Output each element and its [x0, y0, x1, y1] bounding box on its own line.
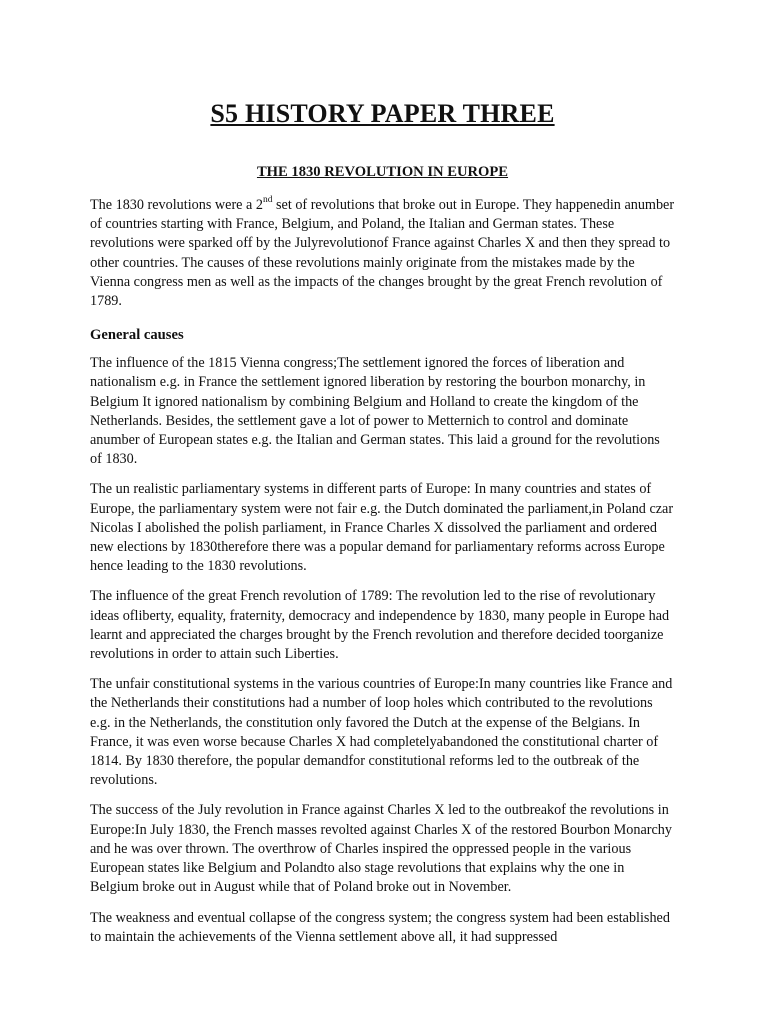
general-causes-heading: General causes: [90, 327, 184, 344]
cause-paragraph-parliament: The un realistic parliamentary systems in different parts of Europe: In many countries and states of Europe, the parliamentary system were not fair e.g. the Dutch dominated the parliament,in Poland czar Nicolas I abolished the polish parliament, in France Charles X dissolved the parliament and ordered new elections by 1830therefore there was a popular demand for parliamentary reforms across Europe hence leading to the 1830 revolutions.: [90, 481, 674, 575]
document-title: S5 HISTORY PAPER THREE: [210, 99, 555, 128]
cause-paragraph-vienna: The influence of the 1815 Vienna congress;The settlement ignored the forces of liberation and nationalism e.g. in France the settlement ignored liberation by restoring the bourbon monarchy, in Belgium It ignored nationalism by combining Belgium and Holland to create the kingdom of the Netherlands. Besides, the settlement gave a lot of power to Metternich to control and dominate anumber of European states e.g. the Italian and German states. This laid a ground for the revolutions of 1830.: [90, 355, 660, 468]
intro-superscript: nd: [262, 195, 273, 206]
cause-paragraph-july-revolution: The success of the July revolution in France against Charles X led to the outbreakof the revolutions in Europe:In July 1830, the French masses revolted against Charles X of the restored Bourbon Monarchy and he was over thrown. The overthrow of Charles inspired the oppressed people in the various European states like Belgium and Polandto also stage revolutions that explains why the one in Belgium broke out in August while that of Poland broke out in November.: [90, 802, 672, 896]
intro-text-after: set of revolutions that broke out in Europe. They happenedin anumber of countries starting with France, Belgium, and Poland, the Italian and German states. These revolutions were sparked off by the Julyrevolutionof France against Charles X and then they spread to other countries. The causes of these revolutions mainly originate from the mistakes made by the Vienna congress men as well as the impacts of the changes brought by the great French revolution of 1789.: [90, 197, 675, 310]
intro-paragraph: [90, 196, 675, 311]
cause-paragraph-french-revolution: The influence of the great French revolution of 1789: The revolution led to the rise of revolutionary ideas ofliberty, equality, fraternity, democracy and independence by 1830, many people in Europe had learnt and appreciated the charges brought by the French revolution and therefore decided toorganize revolutions in order to attain such Liberties.: [90, 588, 670, 663]
intro-text-before: The 1830 revolutions were a 2: [90, 197, 263, 213]
cause-paragraph-congress-system: The weakness and eventual collapse of the congress system; the congress system had been established to maintain the achievements of the Vienna settlement above all, it had suppressed: [90, 909, 670, 945]
cause-paragraph-constitution: The unfair constitutional systems in the various countries of Europe:In many countries like France and the Netherlands their constitutions had a number of loop holes which contributed to the revolutions e.g. in the Netherlands, the constitution only favored the Dutch at the expense of the Belgians. In France, it was even worse because Charles X had completelyabandoned the constitutional charter of 1814. By 1830 therefore, the popular demandfor constitutional reforms led to the outbreak of the revolutions.: [90, 676, 673, 789]
section-subtitle: THE 1830 REVOLUTION IN EUROPE: [256, 164, 509, 180]
document-page: [90, 96, 675, 958]
